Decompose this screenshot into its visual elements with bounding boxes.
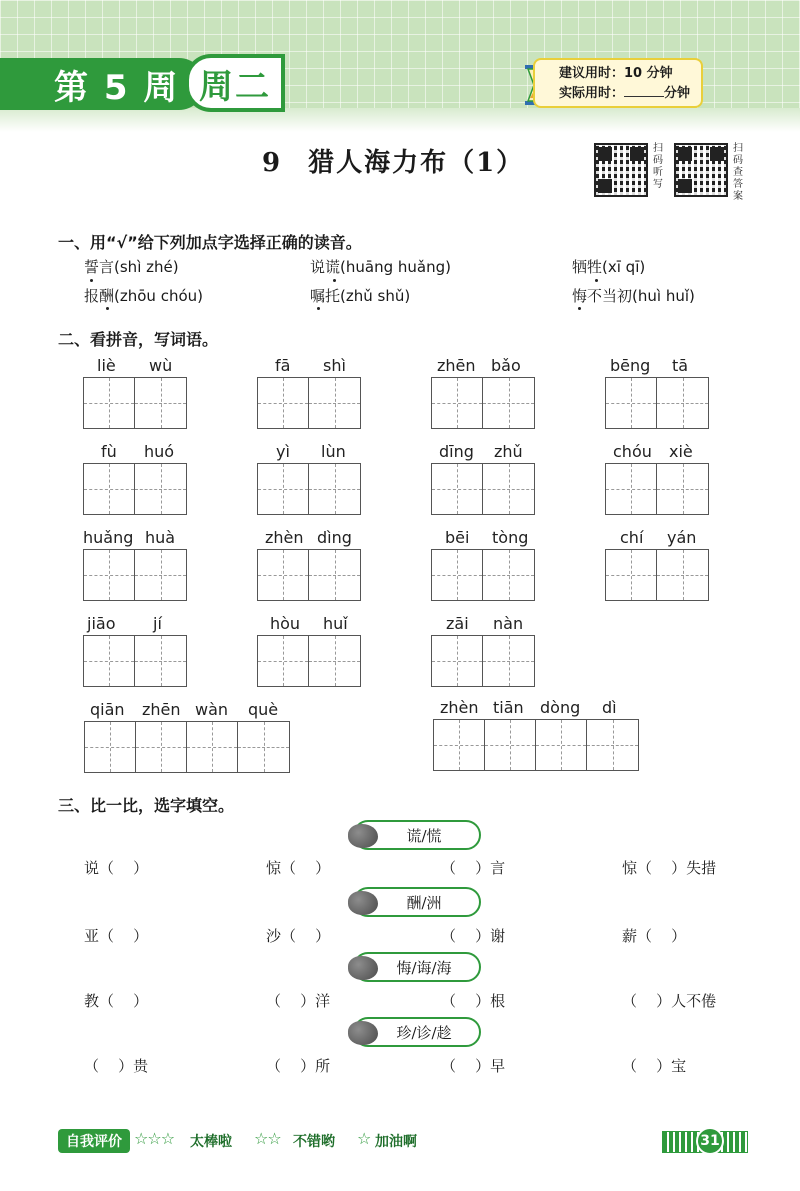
- time-box: [533, 58, 703, 108]
- pinyin: liè: [97, 356, 116, 375]
- fill-blank[interactable]: （ ）人不倦: [622, 992, 717, 1010]
- writing-grid[interactable]: [84, 721, 290, 773]
- pinyin: wù: [149, 356, 173, 375]
- actual-time-label: 实际用时：: [559, 86, 625, 101]
- lesson-number: 9: [262, 148, 283, 178]
- qr-listen-label: 扫 码 听 写: [653, 143, 663, 190]
- rock-icon: [348, 1021, 378, 1045]
- self-evaluation-label: 自我评价: [58, 1129, 130, 1153]
- writing-grid[interactable]: [433, 719, 639, 771]
- part1-item: 誓言(shì zhé): [84, 258, 179, 276]
- writing-grid[interactable]: [83, 549, 187, 601]
- fill-blank[interactable]: 说（ ）: [84, 859, 149, 877]
- pinyin: chí: [620, 528, 644, 547]
- part3-title: 三、比一比，选字填空。: [58, 796, 235, 815]
- day-badge: 周二: [185, 54, 285, 112]
- pinyin: dīng: [439, 442, 474, 461]
- week-badge: 第 5 周: [0, 58, 205, 110]
- rating-good: 不错哟: [293, 1134, 335, 1150]
- actual-time: [559, 84, 701, 104]
- header-fade: [0, 108, 800, 132]
- emphasis-dot: [90, 279, 93, 282]
- fill-blank[interactable]: （ ）宝: [622, 1057, 687, 1075]
- pinyin: bǎo: [491, 356, 521, 375]
- qr-code-listen[interactable]: [594, 143, 648, 197]
- writing-grid[interactable]: [257, 549, 361, 601]
- pinyin: jí: [153, 614, 162, 633]
- pinyin: huǐ: [323, 614, 348, 633]
- pinyin: zhēn: [437, 356, 476, 375]
- pinyin: xiè: [669, 442, 693, 461]
- char-group-pill: 悔/诲/海: [353, 952, 481, 982]
- pinyin: huǎng: [83, 528, 134, 547]
- lesson-title: [262, 142, 524, 179]
- star-icon-group-2[interactable]: ☆☆: [254, 1129, 281, 1148]
- actual-time-blank[interactable]: [624, 85, 664, 97]
- suggested-time: 建议用时：10 分钟: [559, 66, 673, 81]
- pinyin: bēng: [610, 356, 651, 375]
- fill-blank[interactable]: （ ）贵: [84, 1057, 149, 1075]
- part1-item: 牺牲(xī qī): [572, 258, 646, 276]
- pinyin: zhèn: [265, 528, 304, 547]
- pinyin: fù: [101, 442, 117, 461]
- part1-title: 一、用“√”给下列加点字选择正确的读音。: [58, 233, 362, 252]
- emphasis-dot: [595, 279, 598, 282]
- pinyin: què: [248, 700, 279, 719]
- part1-item: 说谎(huāng huǎng): [310, 258, 451, 276]
- part1-item: 嘱托(zhǔ shǔ): [310, 287, 411, 305]
- fill-blank[interactable]: 惊（ ）失措: [622, 859, 717, 877]
- pinyin: hòu: [270, 614, 301, 633]
- emphasis-dot: [317, 307, 320, 310]
- fill-blank[interactable]: 沙（ ）: [266, 927, 331, 945]
- pinyin: yì: [276, 442, 290, 461]
- fill-blank[interactable]: （ ）根: [441, 992, 506, 1010]
- part1-item: 报酬(zhōu chóu): [84, 287, 203, 305]
- pinyin: dì: [602, 698, 617, 717]
- writing-grid[interactable]: [257, 463, 361, 515]
- pinyin: qiān: [90, 700, 125, 719]
- actual-time-unit: 分钟: [664, 86, 691, 101]
- pinyin: zāi: [446, 614, 469, 633]
- writing-grid[interactable]: [431, 463, 535, 515]
- page-number: 31: [696, 1127, 724, 1155]
- pinyin: zhēn: [142, 700, 181, 719]
- pinyin: wàn: [195, 700, 229, 719]
- writing-grid[interactable]: [605, 549, 709, 601]
- part1-item: 悔不当初(huì huǐ): [572, 287, 695, 305]
- fill-blank[interactable]: （ ）所: [266, 1057, 331, 1075]
- pinyin: zhǔ: [494, 442, 523, 461]
- fill-blank[interactable]: （ ）谢: [441, 927, 506, 945]
- qr-answer-label: 扫 码 查 答 案: [733, 143, 743, 202]
- char-group-pill: 珍/诊/趁: [353, 1017, 481, 1047]
- writing-grid[interactable]: [605, 463, 709, 515]
- emphasis-dot: [333, 279, 336, 282]
- rock-icon: [348, 956, 378, 980]
- fill-blank[interactable]: 教（ ）: [84, 992, 149, 1010]
- star-icon-group-1[interactable]: ☆: [357, 1129, 371, 1148]
- pinyin: huà: [145, 528, 176, 547]
- pinyin: nàn: [493, 614, 524, 633]
- writing-grid[interactable]: [257, 377, 361, 429]
- qr-code-answer[interactable]: [674, 143, 728, 197]
- pinyin: tā: [672, 356, 689, 375]
- pinyin: chóu: [613, 442, 652, 461]
- lesson-name: 猎人海力布（1）: [308, 148, 525, 178]
- pinyin: yán: [667, 528, 697, 547]
- pinyin: dòng: [540, 698, 581, 717]
- fill-blank[interactable]: 薪（ ）: [622, 927, 687, 945]
- part2-title: 二、看拼音，写词语。: [58, 330, 219, 349]
- pinyin: tòng: [492, 528, 529, 547]
- rating-keep-going: 加油啊: [375, 1134, 417, 1150]
- pinyin: huó: [144, 442, 175, 461]
- rock-icon: [348, 891, 378, 915]
- fill-blank[interactable]: 惊（ ）: [266, 859, 331, 877]
- star-icon-group-3[interactable]: ☆☆☆: [134, 1129, 175, 1148]
- rating-excellent: 太棒啦: [190, 1134, 232, 1150]
- pinyin: tiān: [493, 698, 524, 717]
- writing-grid[interactable]: [83, 463, 187, 515]
- emphasis-dot: [106, 307, 109, 310]
- writing-grid[interactable]: [605, 377, 709, 429]
- writing-grid[interactable]: [431, 549, 535, 601]
- pinyin: zhèn: [440, 698, 479, 717]
- writing-grid[interactable]: [431, 377, 535, 429]
- char-group-pill: 酬/洲: [353, 887, 481, 917]
- pinyin: dìng: [317, 528, 352, 547]
- pinyin: fā: [275, 356, 291, 375]
- rock-icon: [348, 824, 378, 848]
- writing-grid[interactable]: [83, 377, 187, 429]
- fill-blank[interactable]: 亚（ ）: [84, 927, 149, 945]
- fill-blank[interactable]: （ ）洋: [266, 992, 331, 1010]
- pinyin: lùn: [321, 442, 346, 461]
- fill-blank[interactable]: （ ）言: [441, 859, 506, 877]
- pinyin: jiāo: [87, 614, 116, 633]
- fill-blank[interactable]: （ ）早: [441, 1057, 506, 1075]
- char-group-pill: 谎/慌: [353, 820, 481, 850]
- writing-grid[interactable]: [431, 635, 535, 687]
- pinyin: shì: [323, 356, 346, 375]
- pinyin: bēi: [445, 528, 470, 547]
- emphasis-dot: [578, 307, 581, 310]
- writing-grid[interactable]: [83, 635, 187, 687]
- writing-grid[interactable]: [257, 635, 361, 687]
